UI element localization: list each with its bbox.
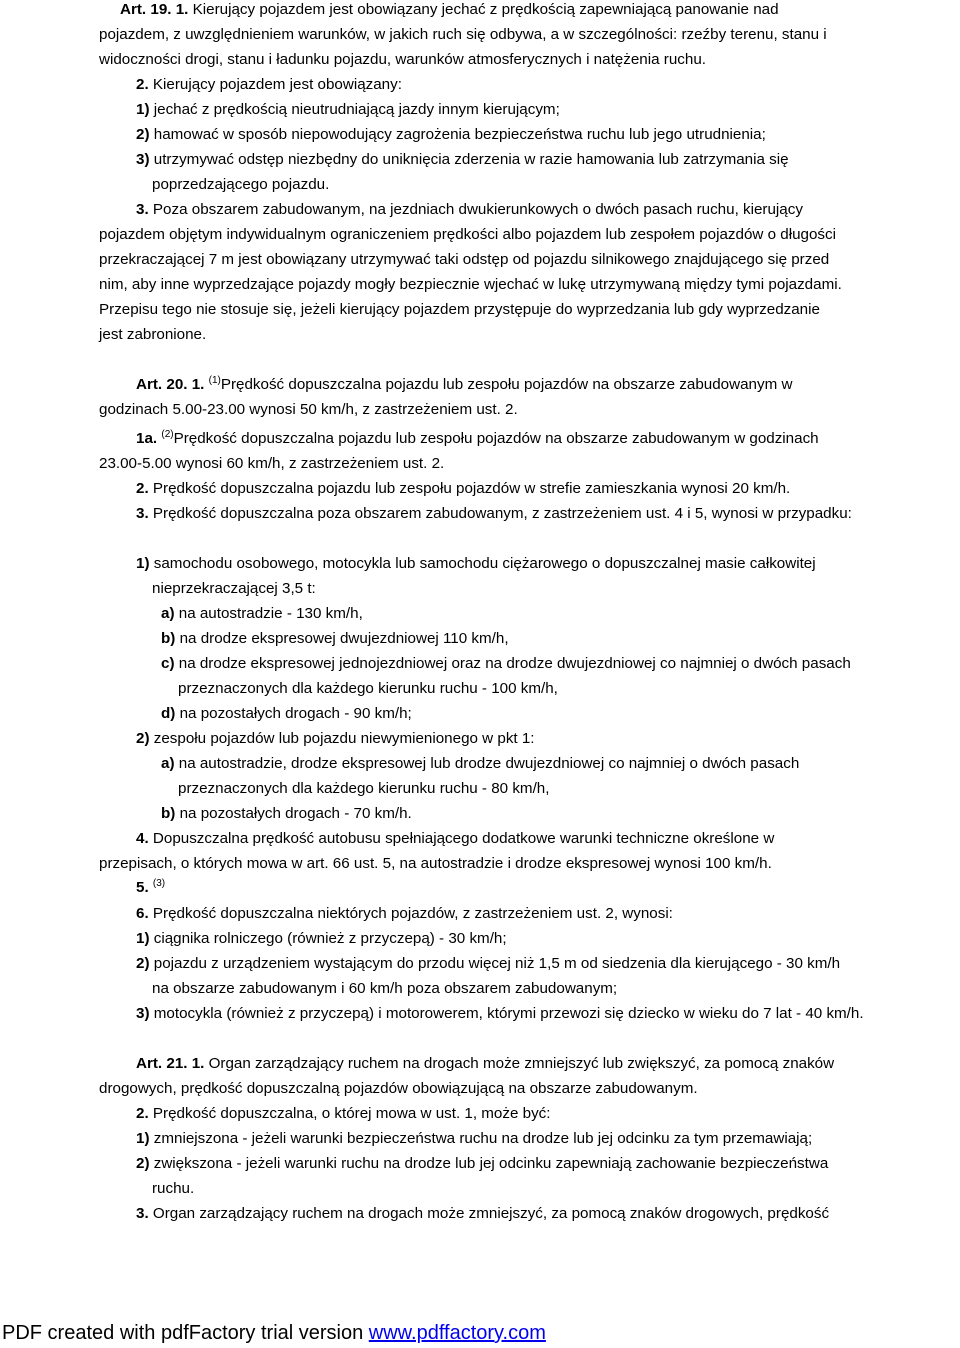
art21-p2-number: 2. <box>136 1105 149 1122</box>
pdf-footer <box>2 1322 546 1345</box>
art21-p2-text: Prędkość dopuszczalna, o której mowa w ust. 1, może być: <box>152 1105 551 1122</box>
list-item <box>136 1004 864 1024</box>
list-item-text: pojazdu z urządzeniem wystającym do przodu więcej niż 1,5 m od siedzenia dla kierującego - 30 km/h <box>153 955 841 972</box>
sub-item-letter: a) <box>161 605 175 622</box>
list-item-number: 1) <box>136 555 150 572</box>
sub-item-continuation: przeznaczonych dla każdego kierunku ruchu - 100 km/h, <box>178 680 558 697</box>
art19-p2 <box>136 75 402 95</box>
sub-item <box>161 754 799 774</box>
list-item-number: 2) <box>136 126 150 143</box>
sub-item-letter: c) <box>161 655 175 672</box>
art20-p6 <box>136 904 673 924</box>
art20-p4 <box>136 829 774 849</box>
list-item <box>136 554 816 574</box>
list-item-text: motocykla (również z przyczepą) i motorowerem, którymi przewozi się dziecko w wieku do 7 lat - 40 km/h. <box>153 1005 864 1022</box>
list-item-number: 3) <box>136 1005 150 1022</box>
art20-p2-text: Prędkość dopuszczalna pojazdu lub zespołu pojazdów w strefie zamieszkania wynosi 20 km/h. <box>152 480 791 497</box>
sub-item <box>161 704 412 724</box>
list-item-number: 2) <box>136 955 150 972</box>
art20-p4-line: przepisach, o których mowa w art. 66 ust. 5, na autostradzie i drodze ekspresowej wynosi 100 km/h. <box>99 855 772 872</box>
list-item-number: 2) <box>136 1155 150 1172</box>
sub-item <box>161 604 363 624</box>
art21-p1-line: drogowych, prędkość dopuszczalną pojazdów obowiązującą na obszarze zabudowanym. <box>99 1080 698 1097</box>
art20-p1-line: godzinach 5.00-23.00 wynosi 50 km/h, z zastrzeżeniem ust. 2. <box>99 401 518 418</box>
art20-p4-text: Dopuszczalna prędkość autobusu spełniającego dodatkowe warunki techniczne określone w <box>152 830 775 847</box>
list-item <box>136 954 840 974</box>
art19-p3-line: przekraczającej 7 m jest obowiązany utrzymywać taki odstęp od pojazdu silnikowego znajdującego się przed <box>99 251 830 268</box>
art21-p3 <box>136 1204 829 1224</box>
sub-item-letter: a) <box>161 755 175 772</box>
list-item-text: zespołu pojazdów lub pojazdu niewymienionego w pkt 1: <box>153 730 535 747</box>
art19-p1-number: 1. <box>175 1 189 18</box>
list-item-continuation: nieprzekraczającej 3,5 t: <box>152 580 316 597</box>
list-item <box>136 1129 812 1149</box>
art20-p3 <box>136 504 852 524</box>
art20-p1a-number: 1a. <box>136 430 158 447</box>
art19-p3-number: 3. <box>136 201 149 218</box>
art20-p2-number: 2. <box>136 480 149 497</box>
sub-item <box>161 804 412 824</box>
sub-item <box>161 629 509 649</box>
sub-item-text: na drodze ekspresowej dwujezdniowej 110 km/h, <box>179 630 509 647</box>
art21-p3-text: Organ zarządzający ruchem na drogach może zmniejszyć, za pomocą znaków drogowych, prędkość <box>152 1205 830 1222</box>
art20-p1a-line: 23.00-5.00 wynosi 60 km/h, z zastrzeżeniem ust. 2. <box>99 455 445 472</box>
list-item-text: samochodu osobowego, motocykla lub samochodu ciężarowego o dopuszczalnej masie całkowitej <box>153 555 816 572</box>
list-item-text: ciągnika rolniczego (również z przyczepą) - 30 km/h; <box>153 930 507 947</box>
sub-item-text: na drodze ekspresowej jednojezdniowej oraz na drodze dwujezdniowej co najmniej o dwóch pasach <box>178 655 851 672</box>
list-item-text: zmniejszona - jeżeli warunki bezpieczeństwa ruchu na drodze lub jej odcinku za tym przemawiają; <box>153 1130 813 1147</box>
art20-p5-number: 5. <box>136 879 149 896</box>
art20-p2 <box>136 479 790 499</box>
art20-line-1 <box>136 375 792 395</box>
art19-p3-line: nim, aby inne wyprzedzające pojazdy mogły bezpiecznie wjechać w lukę utrzymywaną między tymi pojazdami. <box>99 276 842 293</box>
art19-heading: Art. 19. <box>120 1 172 18</box>
art20-p6-text: Prędkość dopuszczalna niektórych pojazdów, z zastrzeżeniem ust. 2, wynosi: <box>152 905 673 922</box>
list-item-continuation: na obszarze zabudowanym i 60 km/h poza obszarem zabudowanym; <box>152 980 618 997</box>
list-item-continuation: poprzedzającego pojazdu. <box>152 176 330 193</box>
art19-p3-text: Poza obszarem zabudowanym, na jezdniach dwukierunkowych o dwóch pasach ruchu, kierujący <box>152 201 803 218</box>
list-item-text: jechać z prędkością nieutrudniającą jazdy innym kierującym; <box>153 101 560 118</box>
list-item <box>136 729 535 749</box>
sub-item-text: na pozostałych drogach - 70 km/h. <box>179 805 412 822</box>
list-item-number: 3) <box>136 151 150 168</box>
footnote-ref: (3) <box>152 878 166 889</box>
list-item <box>136 150 789 170</box>
art19-p1-line: widoczności drogi, stanu i ładunku pojazdu, warunków atmosferycznych i natężenia ruchu. <box>99 51 706 68</box>
art20-p3-text: Prędkość dopuszczalna poza obszarem zabudowanym, z zastrzeżeniem ust. 4 i 5, wynosi w przypadku: <box>152 505 852 522</box>
sub-item-continuation: przeznaczonych dla każdego kierunku ruchu - 80 km/h, <box>178 780 550 797</box>
art20-p4-number: 4. <box>136 830 149 847</box>
list-item <box>136 125 766 145</box>
art19-p2-number: 2. <box>136 76 149 93</box>
sub-item-text: na pozostałych drogach - 90 km/h; <box>179 705 412 722</box>
art19-p3-line: Przepisu tego nie stosuje się, jeżeli kierujący pojazdem przystępuje do wyprzedzania lub gdy wyprzedzanie <box>99 301 820 318</box>
sub-item-text: na autostradzie, drodze ekspresowej lub drodze dwujezdniowej co najmniej o dwóch pasach <box>178 755 800 772</box>
footnote-ref: (2) <box>161 429 174 440</box>
art21-line-1 <box>136 1054 834 1074</box>
list-item-text: hamować w sposób niepowodujący zagrożenia bezpieczeństwa ruchu lub jego utrudnienia; <box>153 126 766 143</box>
sub-item <box>161 654 851 674</box>
art20-p1a-text: Prędkość dopuszczalna pojazdu lub zespołu pojazdów na obszarze zabudowanym w godzinach <box>173 430 819 447</box>
list-item-number: 1) <box>136 1130 150 1147</box>
art20-p1a <box>136 429 819 449</box>
art19-p3-line: pojazdem objętym indywidualnym ograniczeniem prędkości albo pojazdem lub zespołem pojazdów o długości <box>99 226 836 243</box>
art19-p3-line: jest zabronione. <box>99 326 207 343</box>
art20-p3-number: 3. <box>136 505 149 522</box>
list-item-number: 1) <box>136 101 150 118</box>
art19-p1-text: Kierujący pojazdem jest obowiązany jechać z prędkością zapewniającą panowanie nad <box>192 1 779 18</box>
footnote-ref: (1) <box>208 375 221 386</box>
art20-p1-text: Prędkość dopuszczalna pojazdu lub zespołu pojazdów na obszarze zabudowanym w <box>220 376 793 393</box>
art19-p3 <box>136 200 803 220</box>
sub-item-letter: d) <box>161 705 176 722</box>
art19-line-1 <box>120 0 779 20</box>
list-item-number: 1) <box>136 930 150 947</box>
sub-item-letter: b) <box>161 630 176 647</box>
art20-p5 <box>136 878 165 898</box>
list-item <box>136 1154 828 1174</box>
list-item-continuation: ruchu. <box>152 1180 195 1197</box>
list-item <box>136 100 560 120</box>
art19-p1-line: pojazdem, z uwzględnieniem warunków, w jakich ruch się odbywa, a w szczególności: rzeźby terenu, stanu i <box>99 26 827 43</box>
art19-p2-text: Kierujący pojazdem jest obowiązany: <box>152 76 402 93</box>
list-item-number: 2) <box>136 730 150 747</box>
list-item <box>136 929 507 949</box>
sub-item-letter: b) <box>161 805 176 822</box>
list-item-text: utrzymywać odstęp niezbędny do uniknięcia zderzenia w razie hamowania lub zatrzymania się <box>153 151 789 168</box>
footer-text: PDF created with pdfFactory trial version <box>2 1322 369 1344</box>
art21-p1-text: Organ zarządzający ruchem na drogach może zmniejszyć lub zwiększyć, za pomocą znaków <box>208 1055 835 1072</box>
art21-heading: Art. 21. 1. <box>136 1055 205 1072</box>
footer-link[interactable]: www.pdffactory.com <box>368 1322 546 1344</box>
art20-heading: Art. 20. 1. <box>136 376 205 393</box>
sub-item-text: na autostradzie - 130 km/h, <box>178 605 363 622</box>
art20-p6-number: 6. <box>136 905 149 922</box>
list-item-text: zwiększona - jeżeli warunki ruchu na drodze lub jej odcinku zapewniają zachowanie bezpieczeństwa <box>153 1155 829 1172</box>
art21-p3-number: 3. <box>136 1205 149 1222</box>
art21-p2 <box>136 1104 551 1124</box>
